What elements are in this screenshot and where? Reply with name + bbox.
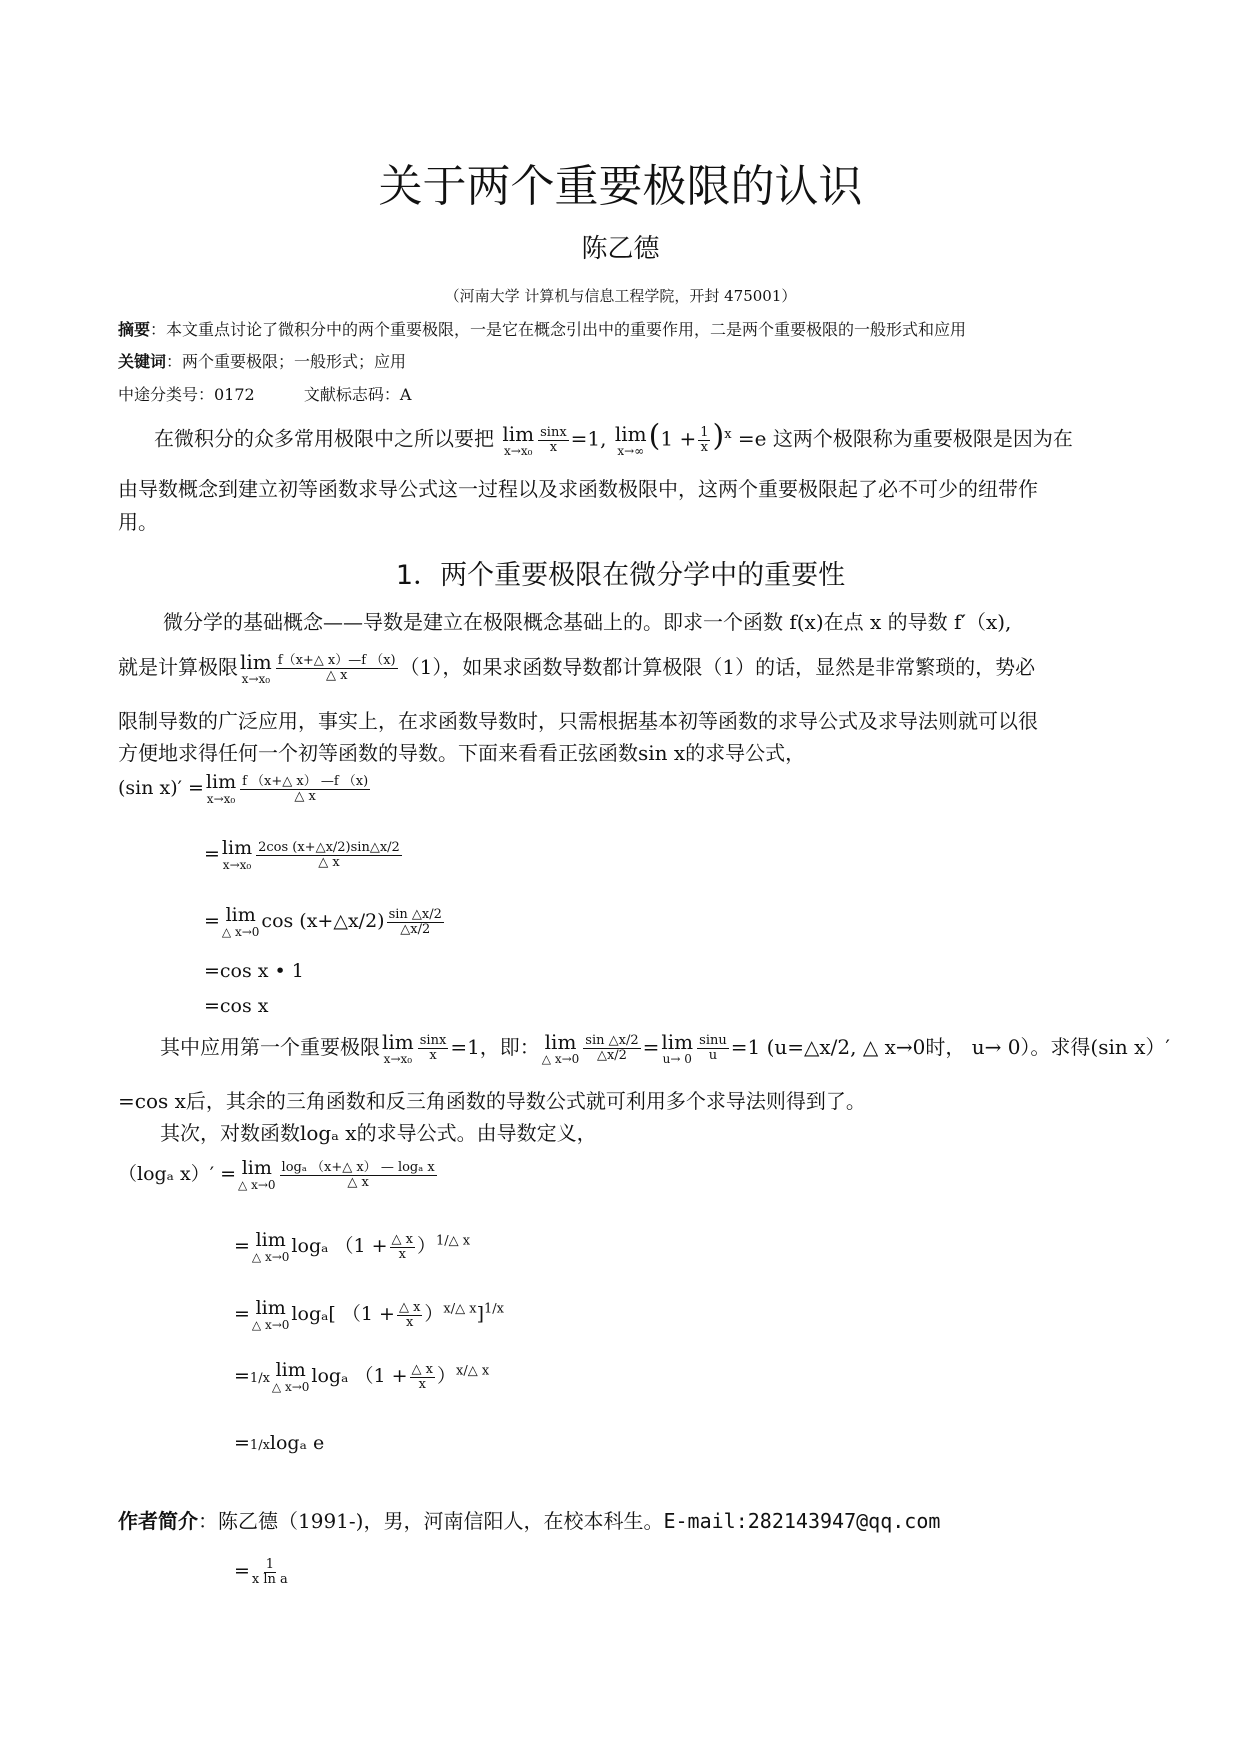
log-deriv-row-4 — [234, 1360, 489, 1394]
lim-word: lim — [382, 1029, 414, 1054]
lim-word: lim — [275, 1359, 306, 1381]
paren-close: ） — [417, 1235, 437, 1258]
lim-word: lim — [225, 904, 256, 926]
limit — [240, 651, 272, 686]
paren-open: ( — [648, 418, 661, 454]
frac-den: △ x — [347, 1174, 369, 1190]
frac-num: △ x — [411, 1361, 433, 1377]
lim-word: lim — [502, 421, 535, 446]
sin-frac-2 — [256, 841, 402, 869]
bracket-close: ] — [476, 1303, 485, 1326]
frac-num: f（x+△ x）—f （x) — [277, 653, 396, 669]
lim-sub: x→x₀ — [504, 443, 533, 458]
one-over-xlna — [252, 1558, 288, 1586]
exponent: 1/△ x — [436, 1233, 471, 1249]
author-name: 陈乙德 — [581, 234, 660, 264]
s1b-line-2: =cos x后，其余的三角函数和反三角函数的导数公式就可利用多个求导法则得到了。 — [118, 1089, 866, 1113]
keywords-label: 关键词 — [118, 352, 167, 371]
limit — [252, 1230, 290, 1264]
s1b-line-1 — [160, 1030, 1170, 1066]
one-plus: 1 + — [660, 426, 697, 451]
limit — [252, 1298, 290, 1332]
s1-line-2 — [118, 650, 1035, 686]
intro-line-2: 由导数概念到建立初等函数求导公式这一过程以及求函数极限中，这两个重要极限起了必不可少的纽带作 — [118, 477, 1038, 501]
frac-num: f （x+△ x） —f （x) — [242, 773, 369, 789]
eq-sign: = — [642, 1035, 660, 1059]
eq2-rhs: =e 这两个极限称为重要极限是因为在 — [737, 426, 1073, 451]
log-frac-1 — [280, 1161, 437, 1189]
abstract-label: 摘要 — [118, 320, 151, 339]
log-deriv-row-5 — [234, 1432, 324, 1454]
limit — [542, 1031, 580, 1066]
sinx-over-x — [418, 1034, 449, 1062]
limit-2 — [615, 423, 647, 458]
difference-quotient — [276, 654, 398, 682]
frac-den: u — [708, 1048, 718, 1063]
sin-lhs: (sin x)′ = — [118, 777, 204, 800]
s1b-eq: =1，即： — [450, 1035, 540, 1059]
eq-sign: = — [234, 1432, 250, 1454]
sin-deriv-row-3 — [204, 905, 446, 939]
limit-1 — [502, 423, 534, 458]
limit — [222, 905, 260, 939]
lim-word: lim — [255, 1229, 286, 1251]
frac-num: sinx — [540, 425, 567, 441]
frac-num: △ x — [391, 1231, 413, 1247]
lim-sub: x→x₀ — [206, 791, 236, 806]
frac-den: x — [398, 1246, 406, 1262]
keywords-text: 两个重要极限；一般形式；应用 — [182, 352, 407, 371]
sin-frac-3 — [387, 908, 444, 936]
eq-sign: = — [234, 1560, 250, 1583]
lim-sub: △ x→0 — [238, 1177, 276, 1192]
exponent-outer: 1/x — [484, 1301, 505, 1317]
lim-word: lim — [241, 1157, 272, 1179]
frac-den: △ x — [294, 788, 316, 804]
intro-line-3: 用。 — [118, 510, 158, 534]
lim-sub: x→x₀ — [383, 1051, 413, 1066]
frac-num: sin △x/2 — [388, 906, 442, 922]
lim-word: lim — [205, 771, 237, 793]
author-bio-sep: ： — [198, 1509, 218, 1533]
frac-den: △ x — [325, 668, 348, 683]
sin-deriv-row-4: =cos x • 1 — [204, 960, 304, 982]
section-heading: 1．两个重要极限在微分学中的重要性 — [395, 560, 846, 591]
frac-num: sin △x/2 — [585, 1033, 639, 1049]
frac-den: △ x — [318, 854, 340, 870]
author-email: E-mail:282143947@qq.com — [663, 1509, 941, 1533]
frac-den: x — [700, 439, 709, 455]
dx-over-x — [410, 1363, 435, 1391]
eq-sign: = — [234, 1365, 250, 1388]
eq-sign: = — [204, 910, 220, 933]
dx-over-x — [390, 1233, 415, 1261]
lim-sub: △ x→0 — [221, 924, 260, 939]
limit — [272, 1360, 310, 1394]
coef: 1/x — [249, 1438, 270, 1453]
keywords-sep: ： — [166, 352, 183, 371]
lim-sub: x→∞ — [617, 443, 645, 458]
frac-den: x — [406, 1314, 414, 1330]
log-deriv-row-1 — [118, 1158, 439, 1192]
s1b-line-3: 其次，对数函数logₐ x的求导公式。由导数定义， — [160, 1121, 597, 1145]
log-deriv-row-3 — [234, 1298, 504, 1332]
lim-word: lim — [544, 1029, 577, 1054]
frac-den: x — [549, 439, 558, 455]
intro-text-start: 在微积分的众多常用极限中之所以要把 — [154, 426, 494, 451]
frac-num: sinu — [699, 1033, 727, 1049]
lim-sub: △ x→0 — [251, 1317, 290, 1332]
lim-sub: x→x₀ — [222, 857, 252, 872]
lim-word: lim — [240, 649, 272, 674]
frac-num: 1 — [700, 425, 709, 441]
lim-word: lim — [255, 1297, 286, 1319]
intro-line-1 — [154, 418, 1073, 458]
sin-half-frac — [583, 1034, 640, 1062]
exponent-x: x — [724, 427, 732, 442]
log-body: logₐ[ （1 + — [291, 1303, 395, 1326]
s1b-tail: =1 (u=△x/2, △ x→0时， u→ 0）。求得(sin x）′ — [730, 1035, 1170, 1059]
keywords — [118, 349, 406, 372]
sin-deriv-row-1 — [118, 772, 372, 806]
classification — [118, 382, 411, 405]
sin-frac-1 — [240, 775, 370, 803]
frac-den: △x/2 — [596, 1048, 627, 1063]
s1-line-4: 方便地求得任何一个初等函数的导数。下面来看看正弦函数sin x的求导公式， — [118, 741, 806, 765]
doc-code: 文献标志码：A — [303, 385, 412, 404]
author-bio-label: 作者简介 — [118, 1509, 198, 1533]
paren-close: ) — [712, 418, 725, 454]
frac-den: x ln a — [251, 1571, 288, 1587]
lim-word: lim — [221, 837, 253, 859]
paren-close: ） — [436, 1365, 456, 1388]
abstract-sep: ： — [150, 320, 167, 339]
limit — [222, 838, 252, 872]
frac-den: △x/2 — [400, 921, 431, 937]
abstract — [118, 317, 966, 340]
frac-num: △ x — [398, 1299, 421, 1315]
paren-close: ） — [424, 1303, 444, 1326]
one-over-x — [698, 426, 710, 454]
author-bio — [118, 1505, 940, 1534]
log-body: logₐ e — [269, 1432, 325, 1454]
affiliation: （河南大学 计算机与信息工程学院，开封 475001） — [444, 287, 797, 305]
lim-word: lim — [661, 1029, 694, 1054]
frac-num: logₐ （x+△ x） — logₐ x — [281, 1159, 435, 1175]
exponent: x/△ x — [456, 1363, 490, 1379]
log-body: logₐ （1 + — [291, 1235, 388, 1258]
lim-sub: △ x→0 — [251, 1249, 290, 1264]
author-bio-text: 陈乙德（1991-)，男，河南信阳人，在校本科生。 — [218, 1509, 664, 1533]
page-title: 关于两个重要极限的认识 — [378, 161, 863, 212]
frac-den: x — [418, 1376, 426, 1392]
lim-sub: x→x₀ — [241, 671, 271, 686]
log-body: logₐ （1 + — [311, 1365, 408, 1388]
eq-sign: = — [204, 843, 220, 866]
limit — [661, 1031, 693, 1066]
lim-sub: u→ 0 — [662, 1051, 692, 1066]
s1-line-1: 微分学的基础概念——导数是建立在极限概念基础上的。即求一个函数 f(x)在点 x 的导数 f′（x), — [163, 610, 1012, 634]
sin-deriv-row-5: =cos x — [204, 995, 269, 1017]
sin-deriv-row-2 — [204, 838, 404, 872]
frac-den: x — [429, 1048, 437, 1063]
limit — [206, 772, 236, 806]
lim-sub: △ x→0 — [271, 1379, 310, 1394]
frac-num: 1 — [265, 1557, 274, 1572]
frac-num: sinx — [419, 1033, 447, 1049]
frac-num: 2cos (x+△x/2)sin△x/2 — [258, 839, 400, 855]
clc-number: 中途分类号：0172 — [118, 385, 255, 404]
limit — [238, 1158, 276, 1192]
coef: 1/x — [249, 1371, 270, 1387]
cos-term: cos (x+△x/2) — [261, 910, 385, 933]
abstract-text: 本文重点讨论了微积分中的两个重要极限，一是它在概念引出中的重要作用，二是两个重要极限的一般形式和应用 — [166, 320, 967, 339]
s1-line-3: 限制导数的广泛应用，事实上，在求函数导数时，只需根据基本初等函数的求导公式及求导法则就可以很 — [118, 709, 1038, 733]
s1-l2-end: （1），如果求函数导数都计算极限（1）的话，显然是非常繁琐的，势必 — [399, 655, 1036, 679]
exponent-inner: x/△ x — [443, 1301, 477, 1317]
log-lhs: （logₐ x）′ = — [118, 1163, 237, 1186]
sinx-over-x — [538, 426, 569, 454]
lim-word: lim — [614, 421, 647, 446]
log-deriv-row-2 — [234, 1230, 470, 1264]
log-deriv-row-6 — [234, 1558, 290, 1586]
dx-over-x — [397, 1301, 422, 1329]
limit — [382, 1031, 414, 1066]
eq-sign: = — [234, 1235, 250, 1258]
sinu-over-u — [697, 1034, 729, 1062]
lim-sub: △ x→0 — [541, 1051, 580, 1066]
eq1-rhs: =1, — [570, 426, 607, 451]
eq-sign: = — [234, 1303, 250, 1326]
s1b-text: 其中应用第一个重要极限 — [160, 1035, 380, 1059]
s1-l2-start: 就是计算极限 — [118, 655, 238, 679]
